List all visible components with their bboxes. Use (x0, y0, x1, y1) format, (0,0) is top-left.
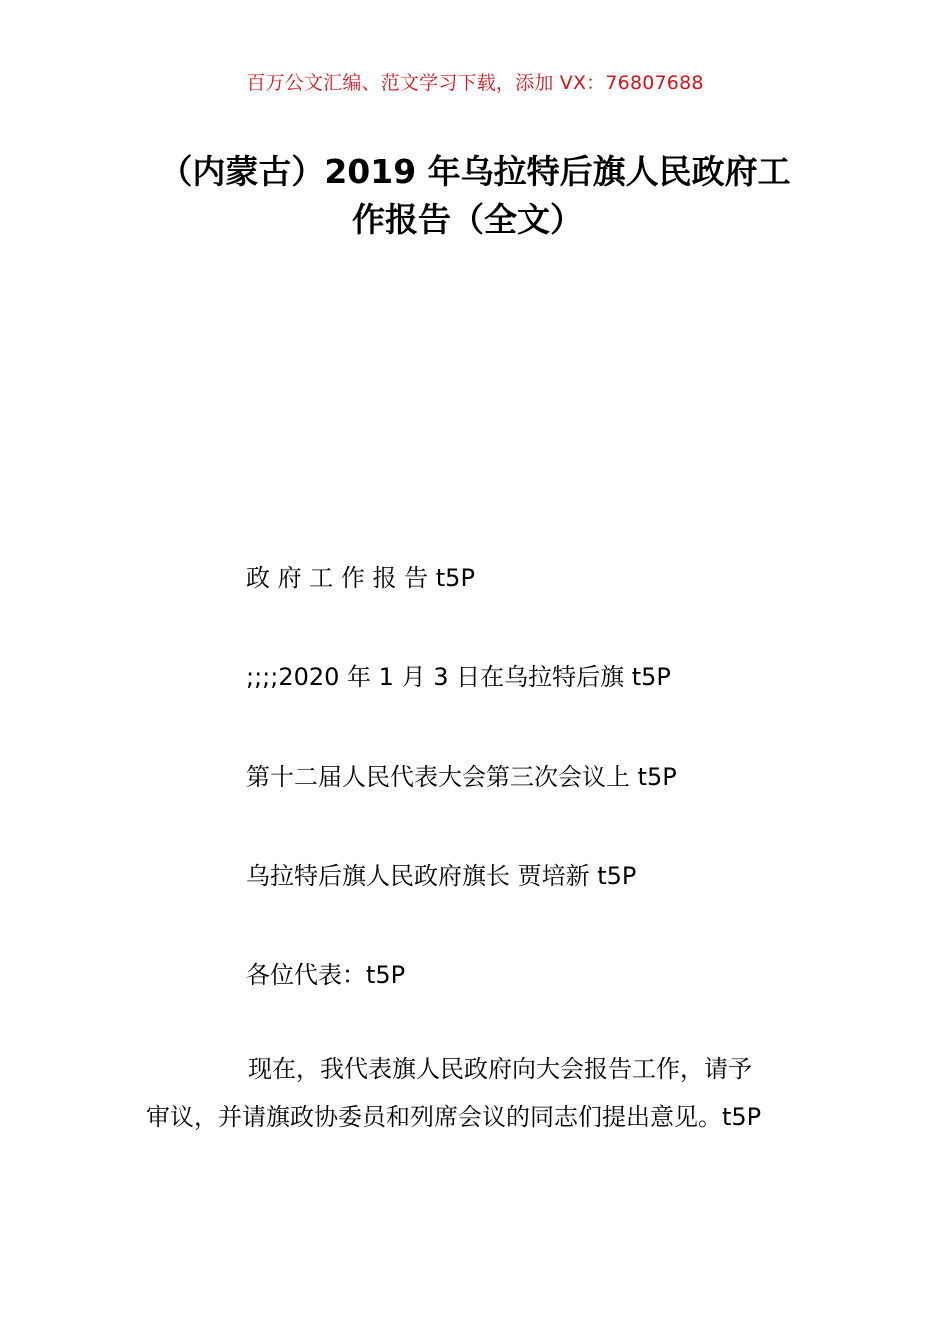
header-note: 百万公文汇编、范文学习下载，添加 VX：76807688 (246, 72, 704, 94)
paragraph-line-1: 现在，我代表旗人民政府向大会报告工作，请予 (248, 1055, 752, 1083)
salutation: 各位代表：t5P (246, 961, 406, 989)
report-label: 政 府 工 作 报 告 t5P (246, 564, 475, 592)
title-line-1: （内蒙古）2019 年乌拉特后旗人民政府工 (159, 152, 791, 191)
opening-paragraph (146, 1045, 806, 1141)
paragraph-line-2: 审议，并请旗政协委员和列席会议的同志们提出意见。t5P (146, 1103, 762, 1131)
document-title (0, 148, 950, 244)
date-line: ;;;;2020 年 1 月 3 日在乌拉特后旗 t5P (246, 663, 671, 691)
title-line-2: 作报告（全文） (352, 200, 583, 239)
speaker-line: 乌拉特后旗人民政府旗长 贾培新 t5P (246, 862, 637, 890)
meeting-line: 第十二届人民代表大会第三次会议上 t5P (246, 763, 677, 791)
